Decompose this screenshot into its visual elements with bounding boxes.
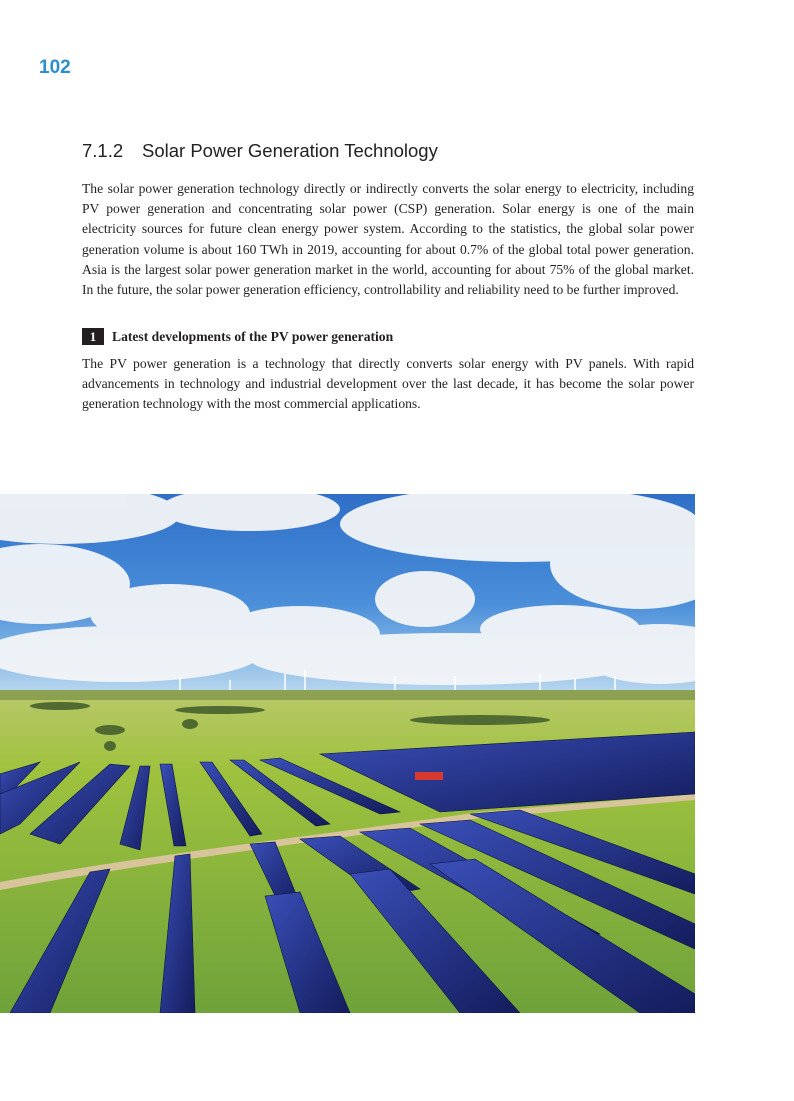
section-title: Solar Power Generation Technology	[142, 140, 438, 161]
section-number: 7.1.2	[82, 140, 124, 161]
page-number: 102	[39, 57, 71, 78]
red-roof	[415, 772, 443, 780]
section-heading	[82, 140, 702, 162]
intro-paragraph: The solar power generation technology directly or indirectly converts the solar energy to electricity, including PV power generation and concentrating solar power (CSP) generation. Solar energy is one of the main electricity sources for future clean energy power system. According to the statistics, the global solar power generation volume is about 160 TWh in 2019, accounting for about 0.7% of the global total power generation. Asia is the largest solar power generation market in the world, accounting for about 75% of the global market. In the future, the solar power generation efficiency, controllability and reliability need to be further improved.	[82, 181, 694, 298]
subsection-heading	[82, 327, 393, 346]
subsection-number-badge: 1	[82, 328, 104, 345]
subsection-title: Latest developments of the PV power generation	[112, 328, 394, 344]
solar-farm-photo	[0, 494, 695, 1013]
pv-paragraph: The PV power generation is a technology that directly converts solar energy with PV panels. With rapid advancements in technology and industrial development over the last decade, it has become the solar power generation technology with the most commercial applications.	[82, 356, 694, 412]
